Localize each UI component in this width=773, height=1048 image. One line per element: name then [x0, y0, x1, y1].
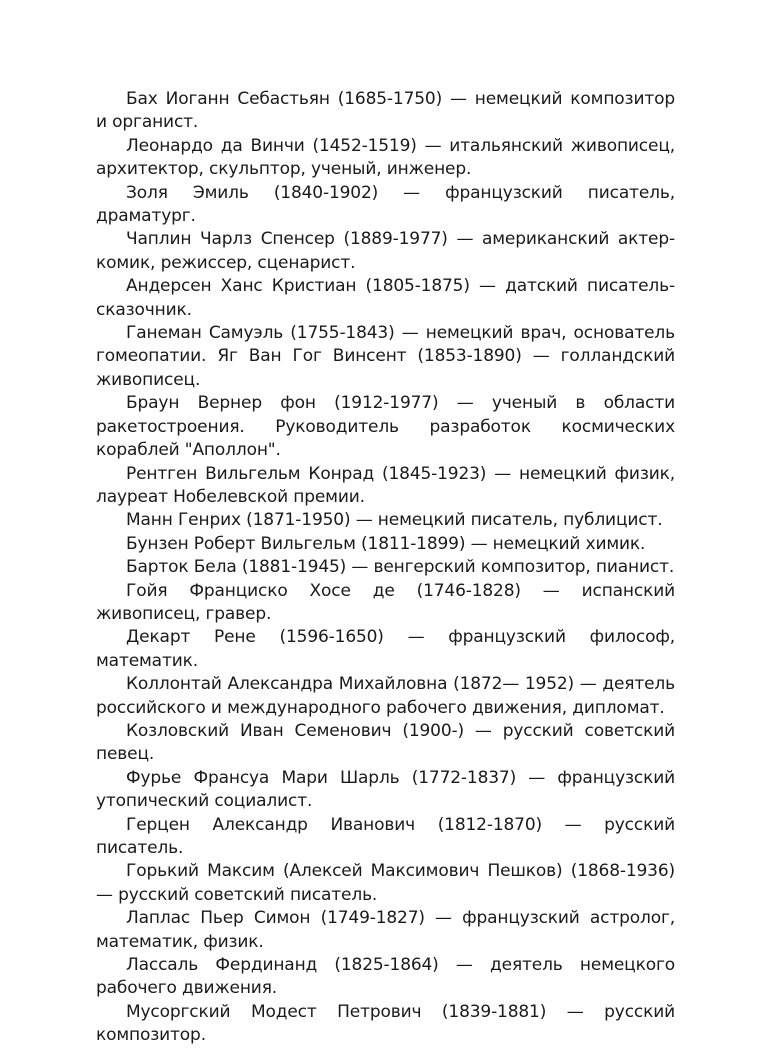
- entry-descartes: Декарт Рене (1596-1650) — французский философ, математик.: [96, 627, 675, 671]
- entry-goya: Гойя Франциско Хосе де (1746-1828) — испанский живописец, гравер.: [96, 580, 675, 624]
- entry-chaplin: Чаплин Чарлз Спенсер (1889-1977) — американский актер-комик, режиссер, сценарист.: [96, 229, 675, 273]
- entry-kollontai: Коллонтай Александра Михайловна (1872— 1952) — деятель российского и международного рабочего движения, дипломат.: [96, 674, 675, 718]
- entry-leonardo: Леонардо да Винчи (1452-1519) — итальянский живописец, архитектор, скульптор, ученый, инженер.: [96, 135, 675, 180]
- entry-bunsen: Бунзен Роберт Вильгельм (1811-1899) — немецкий химик.: [126, 533, 646, 554]
- entry-hahnemann: Ганеман Самуэль (1755-1843) — немецкий врач, основатель гомеопатии. Яг Ван Гог Винсент (1853-1890) — голландский живописец.: [96, 323, 675, 390]
- entry-fourier: Фурье Франсуа Мари Шарль (1772-1837) — французский утопический социалист.: [96, 767, 675, 812]
- entry-herzen: Герцен Александр Иванович (1812-1870) — русский писатель.: [96, 814, 675, 858]
- entry-braun: Браун Вернер фон (1912-1977) — ученый в области ракетостроения. Руководитель разработок космических кораблей "Аполлон".: [96, 393, 675, 461]
- entry-bartok: Барток Бела (1881-1945) — венгерский композитор, пианист.: [126, 557, 675, 578]
- entry-gorky: Горький Максим (Алексей Максимович Пешков) (1868-1936) — русский советский писатель.: [96, 861, 675, 905]
- entry-mann: Манн Генрих (1871-1950) — немецкий писатель, публицист.: [126, 510, 663, 531]
- entry-bach: Бах Иоганн Себастьян (1685-1750) — немецкий композитор и органист.: [96, 89, 675, 133]
- entry-andersen: Андерсен Ханс Кристиан (1805-1875) — датский писатель-сказочник.: [96, 276, 675, 320]
- entry-kozlovsky: Козловский Иван Семенович (1900-) — русский советский певец.: [96, 720, 675, 765]
- entry-lassalle: Лассаль Фердинанд (1825-1864) — деятель немецкого рабочего движения.: [96, 955, 675, 999]
- document-page: [96, 88, 675, 1048]
- entry-laplace: Лаплас Пьер Симон (1749-1827) — французский астролог, математик, физик.: [96, 908, 675, 952]
- entry-zola: Золя Эмиль (1840-1902) — французский писатель, драматург.: [96, 182, 675, 227]
- entry-mussorgsky: Мусоргский Модест Петрович (1839-1881) — русский композитор.: [96, 1001, 675, 1046]
- entry-roentgen: Рентген Вильгельм Конрад (1845-1923) — немецкий физик, лауреат Нобелевской премии.: [96, 463, 675, 507]
